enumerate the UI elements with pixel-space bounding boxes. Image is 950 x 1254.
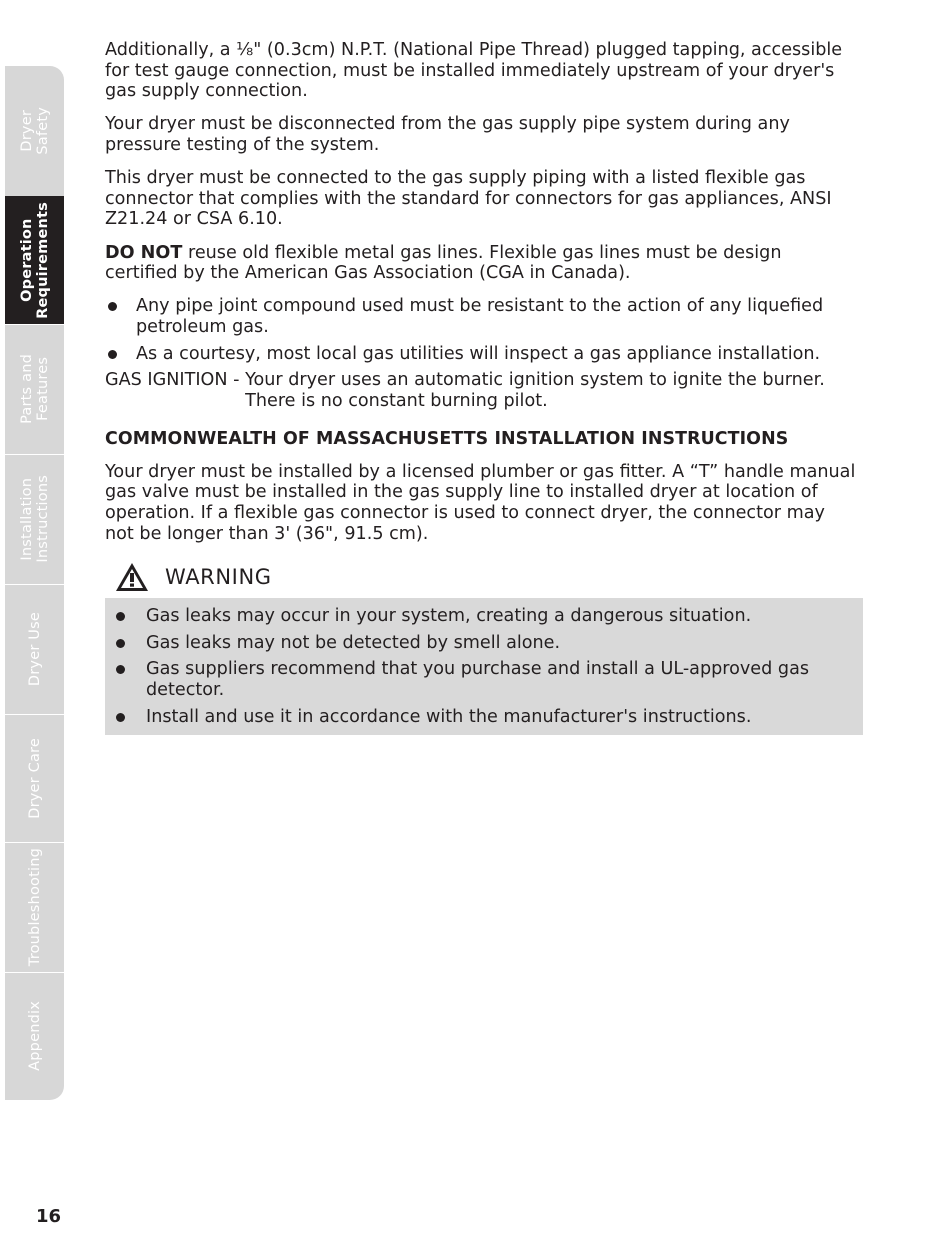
tab-appendix[interactable] [5,972,64,1100]
bullet-dot-icon [116,713,125,722]
paragraph-flexible-connector: This dryer must be connected to the gas supply piping with a listed flexible gas connector that complies with the standard for connectors for gas appliances, ANSI Z21.24 or CSA 6.10. [105,168,832,230]
tab-operation-requirements[interactable] [5,196,64,325]
list-item: As a courtesy, most local gas utilities will inspect a gas appliance installation. [105,344,857,365]
warning-triangle-icon [115,562,149,592]
tab-label: Troubleshooting [26,847,43,967]
gas-ignition-text: Your dryer uses an automatic ignition system to ignite the burner. There is no constant burning pilot. [245,370,825,411]
tab-label: Installation Instructions [18,475,51,563]
paragraph-do-not-reuse [105,243,857,284]
warning-title: WARNING [165,564,272,589]
bullet-dot-icon [108,350,117,359]
bullet-dot-icon [108,302,117,311]
bullet-dot-icon [116,612,125,621]
tab-label: Dryer Use [26,611,43,687]
list-item: Install and use it in accordance with the manufacturer's instructions. [105,707,863,728]
tab-installation-instructions[interactable] [5,454,64,585]
tab-label: Appendix [26,1001,43,1071]
bullet-dot-icon [116,665,125,674]
page-number: 16 [36,1206,62,1227]
warning-list [105,606,863,727]
list-item: Gas leaks may not be detected by smell alone. [105,633,863,654]
list-item: Any pipe joint compound used must be resistant to the action of any liquefied petroleum gas. [105,296,857,337]
tab-dryer-care[interactable] [5,714,64,843]
page-content [105,40,857,735]
paragraph-massachusetts: Your dryer must be installed by a licensed plumber or gas fitter. A “T” handle manual gas valve must be installed in the gas supply line to installed dryer at location of operation. If a flexible gas connector is used to connect dryer, the connector may not be longer than 3' (36", 91.5 cm). [105,461,856,544]
do-not-emphasis: DO NOT [105,242,183,263]
paragraph-pressure-testing: Your dryer must be disconnected from the gas supply pipe system during any pressure testing of the system. [105,114,790,155]
list-item: Gas suppliers recommend that you purchase and install a UL-approved gas detector. [105,659,863,700]
do-not-text: reuse old flexible metal gas lines. Flexible gas lines must be design certified by the American Gas Association (CGA in Canada). [105,242,782,284]
tab-label: Dryer Safety [18,107,51,155]
tab-dryer-use[interactable] [5,584,64,715]
gas-ignition-term: GAS IGNITION - [105,370,246,391]
section-side-tabs [5,66,64,1100]
tab-dryer-safety[interactable] [5,66,64,197]
paragraph-test-gauge: Additionally, a ⅛" (0.3cm) N.P.T. (National Pipe Thread) plugged tapping, accessible for test gauge connection, must be installed immediately upstream of your dryer's gas supply connection. [105,40,843,102]
massachusetts-heading: COMMONWEALTH OF MASSACHUSETTS INSTALLATION INSTRUCTIONS [105,429,789,450]
bullet-dot-icon [116,639,125,648]
gas-bullet-list [105,296,857,364]
tab-label: Dryer Care [26,737,43,819]
gas-ignition-definition [105,370,857,411]
list-item: Gas leaks may occur in your system, creating a dangerous situation. [105,606,863,627]
warning-header [115,562,857,592]
tab-label: Operation Requirements [18,201,51,319]
tab-parts-and-features[interactable] [5,324,64,455]
tab-label: Parts and Features [18,354,51,424]
tab-troubleshooting[interactable] [5,842,64,973]
warning-box [105,598,863,735]
